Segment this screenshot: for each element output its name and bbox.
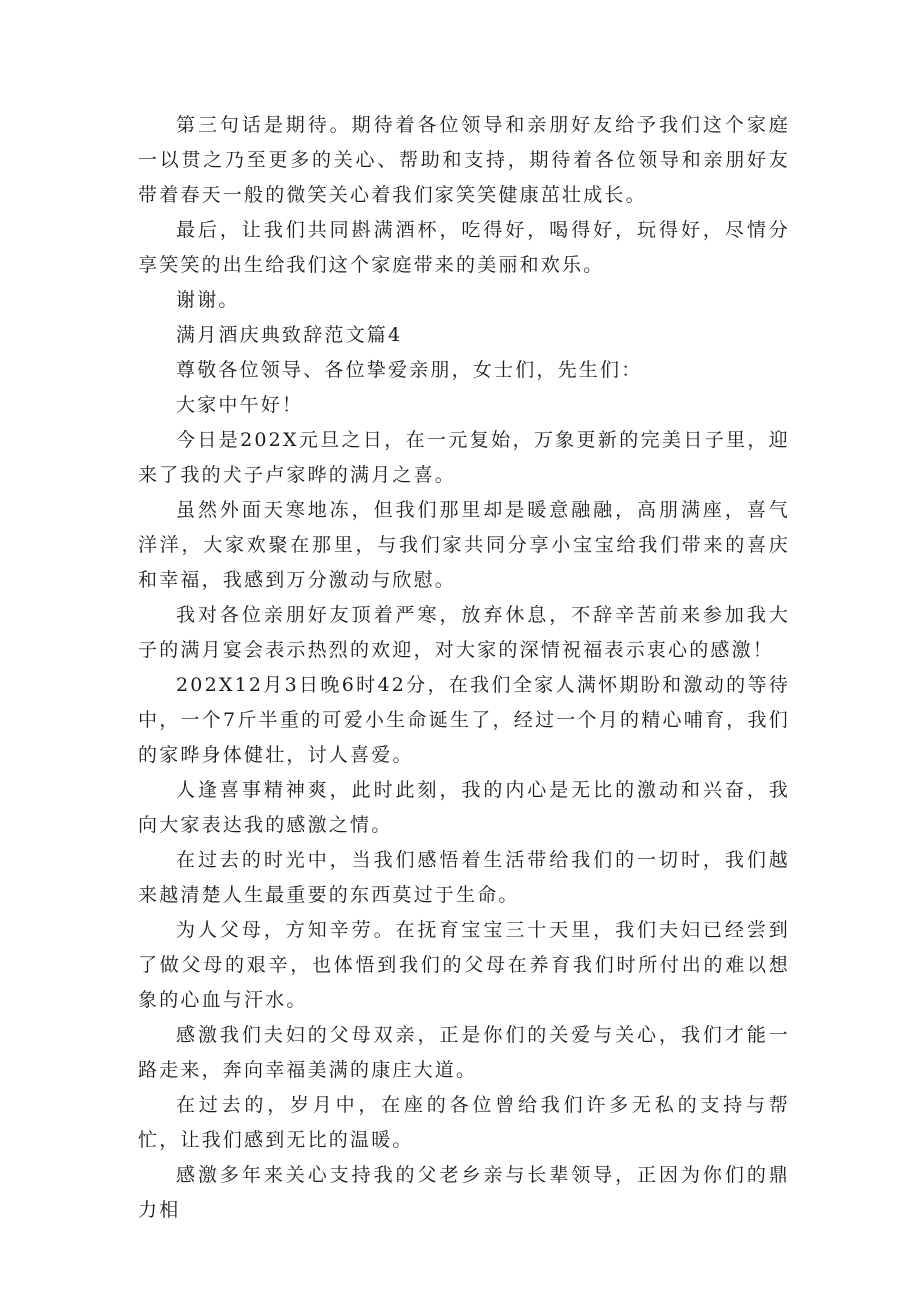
paragraph-greeting: 大家中午好！: [176, 394, 304, 416]
paragraph-thanks: 谢谢。: [176, 289, 240, 311]
paragraph-expectation: 第三句话是期待。期待着各位领导和亲朋好友给予我们这个家庭一以贯之乃至更多的关心、帮助和支持，期待着各位领导和亲朋好友带着春天一般的微笑关心着我们家笑笑健康茁壮成长。: [138, 114, 790, 206]
paragraph-guests-support: 在过去的，岁月中，在座的各位曾给我们许多无私的支持与帮忙，让我们感到无比的温暖。: [138, 1094, 790, 1151]
paragraph-toast: 最后，让我们共同斟满酒杯，吃得好，喝得好，玩得好，尽情分享笑笑的出生给我们这个家庭带来的美丽和欢乐。: [138, 219, 790, 276]
section-heading: 满月酒庆典致辞范文篇4: [176, 324, 403, 346]
paragraph-elders-thanks: 感激多年来关心支持我的父老乡亲与长辈领导，正因为你们的鼎力相: [138, 1164, 790, 1221]
document-body: [138, 108, 790, 1228]
paragraph-parents-thanks: 感激我们夫妇的父母双亲，正是你们的关爱与关心，我们才能一路走来，奔向幸福美满的康庄大道。: [138, 1024, 790, 1081]
paragraph-gathering: 虽然外面天寒地冻，但我们那里却是暖意融融，高朋满座，喜气洋洋，大家欢聚在那里，与我们家共同分享小宝宝给我们带来的喜庆和幸福，我感到万分激动与欣慰。: [138, 499, 790, 591]
paragraph-birth: 202X12月3日晚6时42分，在我们全家人满怀期盼和激动的等待中，一个7斤半重的可爱小生命诞生了，经过一个月的精心哺育，我们的家晔身体健壮，讨人喜爱。: [138, 674, 790, 766]
paragraph-occasion: 今日是202X元旦之日，在一元复始，万象更新的完美日子里，迎来了我的犬子卢家晔的满月之喜。: [138, 429, 790, 486]
paragraph-joy: 人逢喜事精神爽，此时此刻，我的内心是无比的激动和兴奋，我向大家表达我的感激之情。: [138, 779, 790, 836]
paragraph-salutation: 尊敬各位领导、各位挚爱亲朋，女士们，先生们：: [176, 359, 643, 381]
paragraph-life: 在过去的时光中，当我们感悟着生活带给我们的一切时，我们越来越清楚人生最重要的东西莫过于生命。: [138, 849, 790, 906]
paragraph-parenting: 为人父母，方知辛劳。在抚育宝宝三十天里，我们夫妇已经尝到了做父母的艰辛，也体悟到我们的父母在养育我们时所付出的难以想象的心血与汗水。: [138, 919, 790, 1011]
paragraph-welcome: 我对各位亲朋好友顶着严寒，放弃休息，不辞辛苦前来参加我大子的满月宴会表示热烈的欢迎，对大家的深情祝福表示衷心的感激！: [138, 604, 790, 661]
